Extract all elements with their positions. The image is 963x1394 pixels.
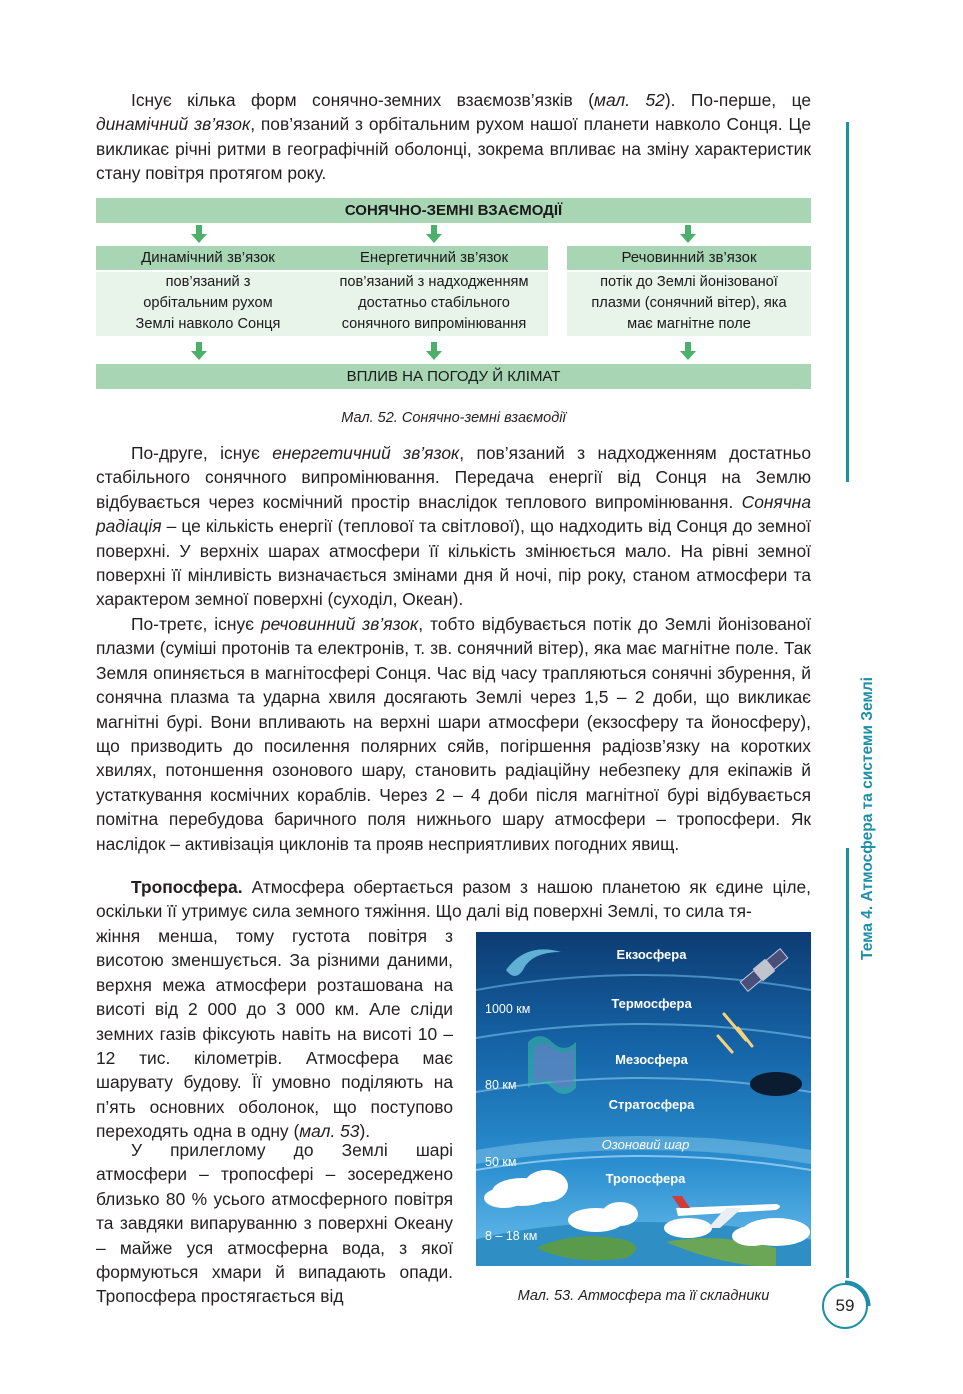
side-rule-bottom	[846, 848, 849, 1278]
altitude-label: 80 км	[485, 1078, 517, 1092]
layer-exosphere: Екзосфера	[616, 947, 687, 962]
layer-thermosphere: Термосфера	[611, 996, 692, 1011]
figure-ref: мал. 53	[299, 1121, 360, 1142]
section-heading: Тропосфера.	[131, 877, 243, 897]
layer-stratosphere: Стратосфера	[608, 1097, 695, 1112]
topic-label: Тема 4. Атмосфера та системи Землі	[859, 677, 876, 960]
layer-troposphere: Тропосфера	[605, 1171, 686, 1186]
page-number-badge	[819, 1280, 871, 1332]
term-dynamic: динамічний зв’язок	[96, 114, 251, 135]
paragraph-intro: Існує кілька форм сонячно-земних взаємозв’язків (мал. 52). По-перше, це динамічний зв’язок, пов’язаний з орбітальним рухом нашої планети навколо Сонця. Це викликає річні ритми в географічній оболонці, зокрема впливає на зміну характеристик стану повітря протягом року.	[96, 90, 812, 184]
arrow-down-icon	[426, 342, 442, 360]
term-radiation: Сонячна радіація	[96, 491, 811, 537]
column-desc: пов’язаний з орбітальним рухом Землі навколо Сонця	[96, 272, 320, 336]
atmosphere-figure	[476, 932, 811, 1266]
paragraph-tropo-composition: У прилеглому до Землі шарі атмосфери – тропосфері – зосереджено близько 80 % усього атмосферного повітря та завдяки випаруванню з поверхні Океану – майже уся атмосферна вода, з якої формуються хмари й випадають опади. Тропосфера простягається від	[96, 1140, 453, 1307]
figure-ref: мал. 52	[594, 90, 665, 110]
paragraph-layers: жіння менша, тому густота повітря з висотою зменшується. За різними даними, верхня межа атмосфери розташована на висоті від 2 000 до 3 000 км. Але сліди земних газів фіксують навіть на висоті 10 – 12 тис. кілометрів. Атмосфера має шарувату будову. Її умовно поділяють на п’ять основних оболонок, що поступово переходять одна в одну (мал. 53).	[96, 926, 453, 1142]
arrow-down-icon	[191, 225, 207, 243]
arrow-down-icon	[426, 225, 442, 243]
solar-earth-diagram	[96, 198, 811, 390]
column-dynamic	[96, 246, 320, 336]
column-matter	[567, 246, 811, 336]
altitude-label: 8 – 18 км	[485, 1229, 538, 1243]
term-energy: енергетичний зв’язок	[272, 443, 460, 463]
diagram-title: СОНЯЧНО-ЗЕМНІ ВЗАЄМОДІЇ	[96, 198, 811, 223]
term-matter: речовинний зв’язок	[260, 614, 419, 634]
arrow-down-icon	[680, 225, 696, 243]
paragraph-matter: По-третє, існує речовинний зв’язок, тобто відбувається потік до Землі йонізованої плазми (суміші протонів та електронів, т. зв. сонячний вітер), яка має магнітне поле. Так Земля опиняється в магнітосфері Сонця. Час від часу трапляються сонячні збурення, й сонячна плазма та ударна хвиля досягають Землі через 1,5 – 2 доби, що викликає магнітні бурі. Вони впливають на верхні шари атмосфери (екзосферу та йоносферу), що призводить до посилення полярних сяйв, погіршення радіозв’язку на коротких хвилях, потоншення озонового шару, становить радіаційну небезпеку для екіпажів й устаткування космічних кораблів. Через 2 – 4 доби після магнітної бурі відбувається помітна перебудова баричного поля нижнього шару атмосфери – тропосфери. Як наслідок – активізація циклонів та прояв несприятливих погодних явищ.	[96, 614, 811, 854]
diagram-result: ВПЛИВ НА ПОГОДУ Й КЛІМАТ	[96, 364, 811, 389]
figure-53-caption: Мал. 53. Атмосфера та її складники	[517, 1288, 770, 1304]
arrow-down-icon	[191, 342, 207, 360]
page-number: 59	[835, 1296, 855, 1315]
column-title: Енергетичний зв’язок	[320, 246, 548, 270]
paragraph-troposphere: Тропосфера. Атмосфера обертається разом з нашою планетою як єдине ціле, оскільки її утримує сила земного тяжіння. Що далі від поверхні Землі, то сила тя-	[96, 877, 811, 922]
column-title: Речовинний зв’язок	[567, 246, 811, 270]
paragraph-energy: По-друге, існує енергетичний зв’язок, пов’язаний з надходженням достатньо стабільного сонячного випромінювання. Передача енергії від Сонця на Землю відбувається через космічний простір внаслідок теплового випромінювання. Сонячна радіація – це кількість енергії (теплової та світлової), що надходить від Сонця до земної поверхні. У верхніх шарах атмосфери її кількість змінюється мало. На рівні земної поверхні її мінливість визначається змінами дня й ночі, пір року, станом атмосфери та характером земної поверхні (суходіл, Океан).	[96, 443, 811, 610]
column-desc: пов’язаний з надходженням достатньо стабільного сонячного випромінювання	[320, 272, 548, 336]
altitude-label: 50 км	[485, 1155, 517, 1169]
altitude-label: 1000 км	[485, 1002, 531, 1016]
side-rule-top	[846, 122, 849, 482]
layer-mesosphere: Мезосфера	[615, 1052, 688, 1067]
figure-52-caption: Мал. 52. Сонячно-земні взаємодії	[341, 410, 566, 426]
column-energy	[320, 246, 548, 336]
column-title: Динамічний зв’язок	[96, 246, 320, 270]
column-desc: потік до Землі йонізованої плазми (сонячний вітер), яка має магнітне поле	[567, 272, 811, 336]
arrow-down-icon	[680, 342, 696, 360]
ozone-layer-label: Озоновий шар	[601, 1137, 690, 1152]
